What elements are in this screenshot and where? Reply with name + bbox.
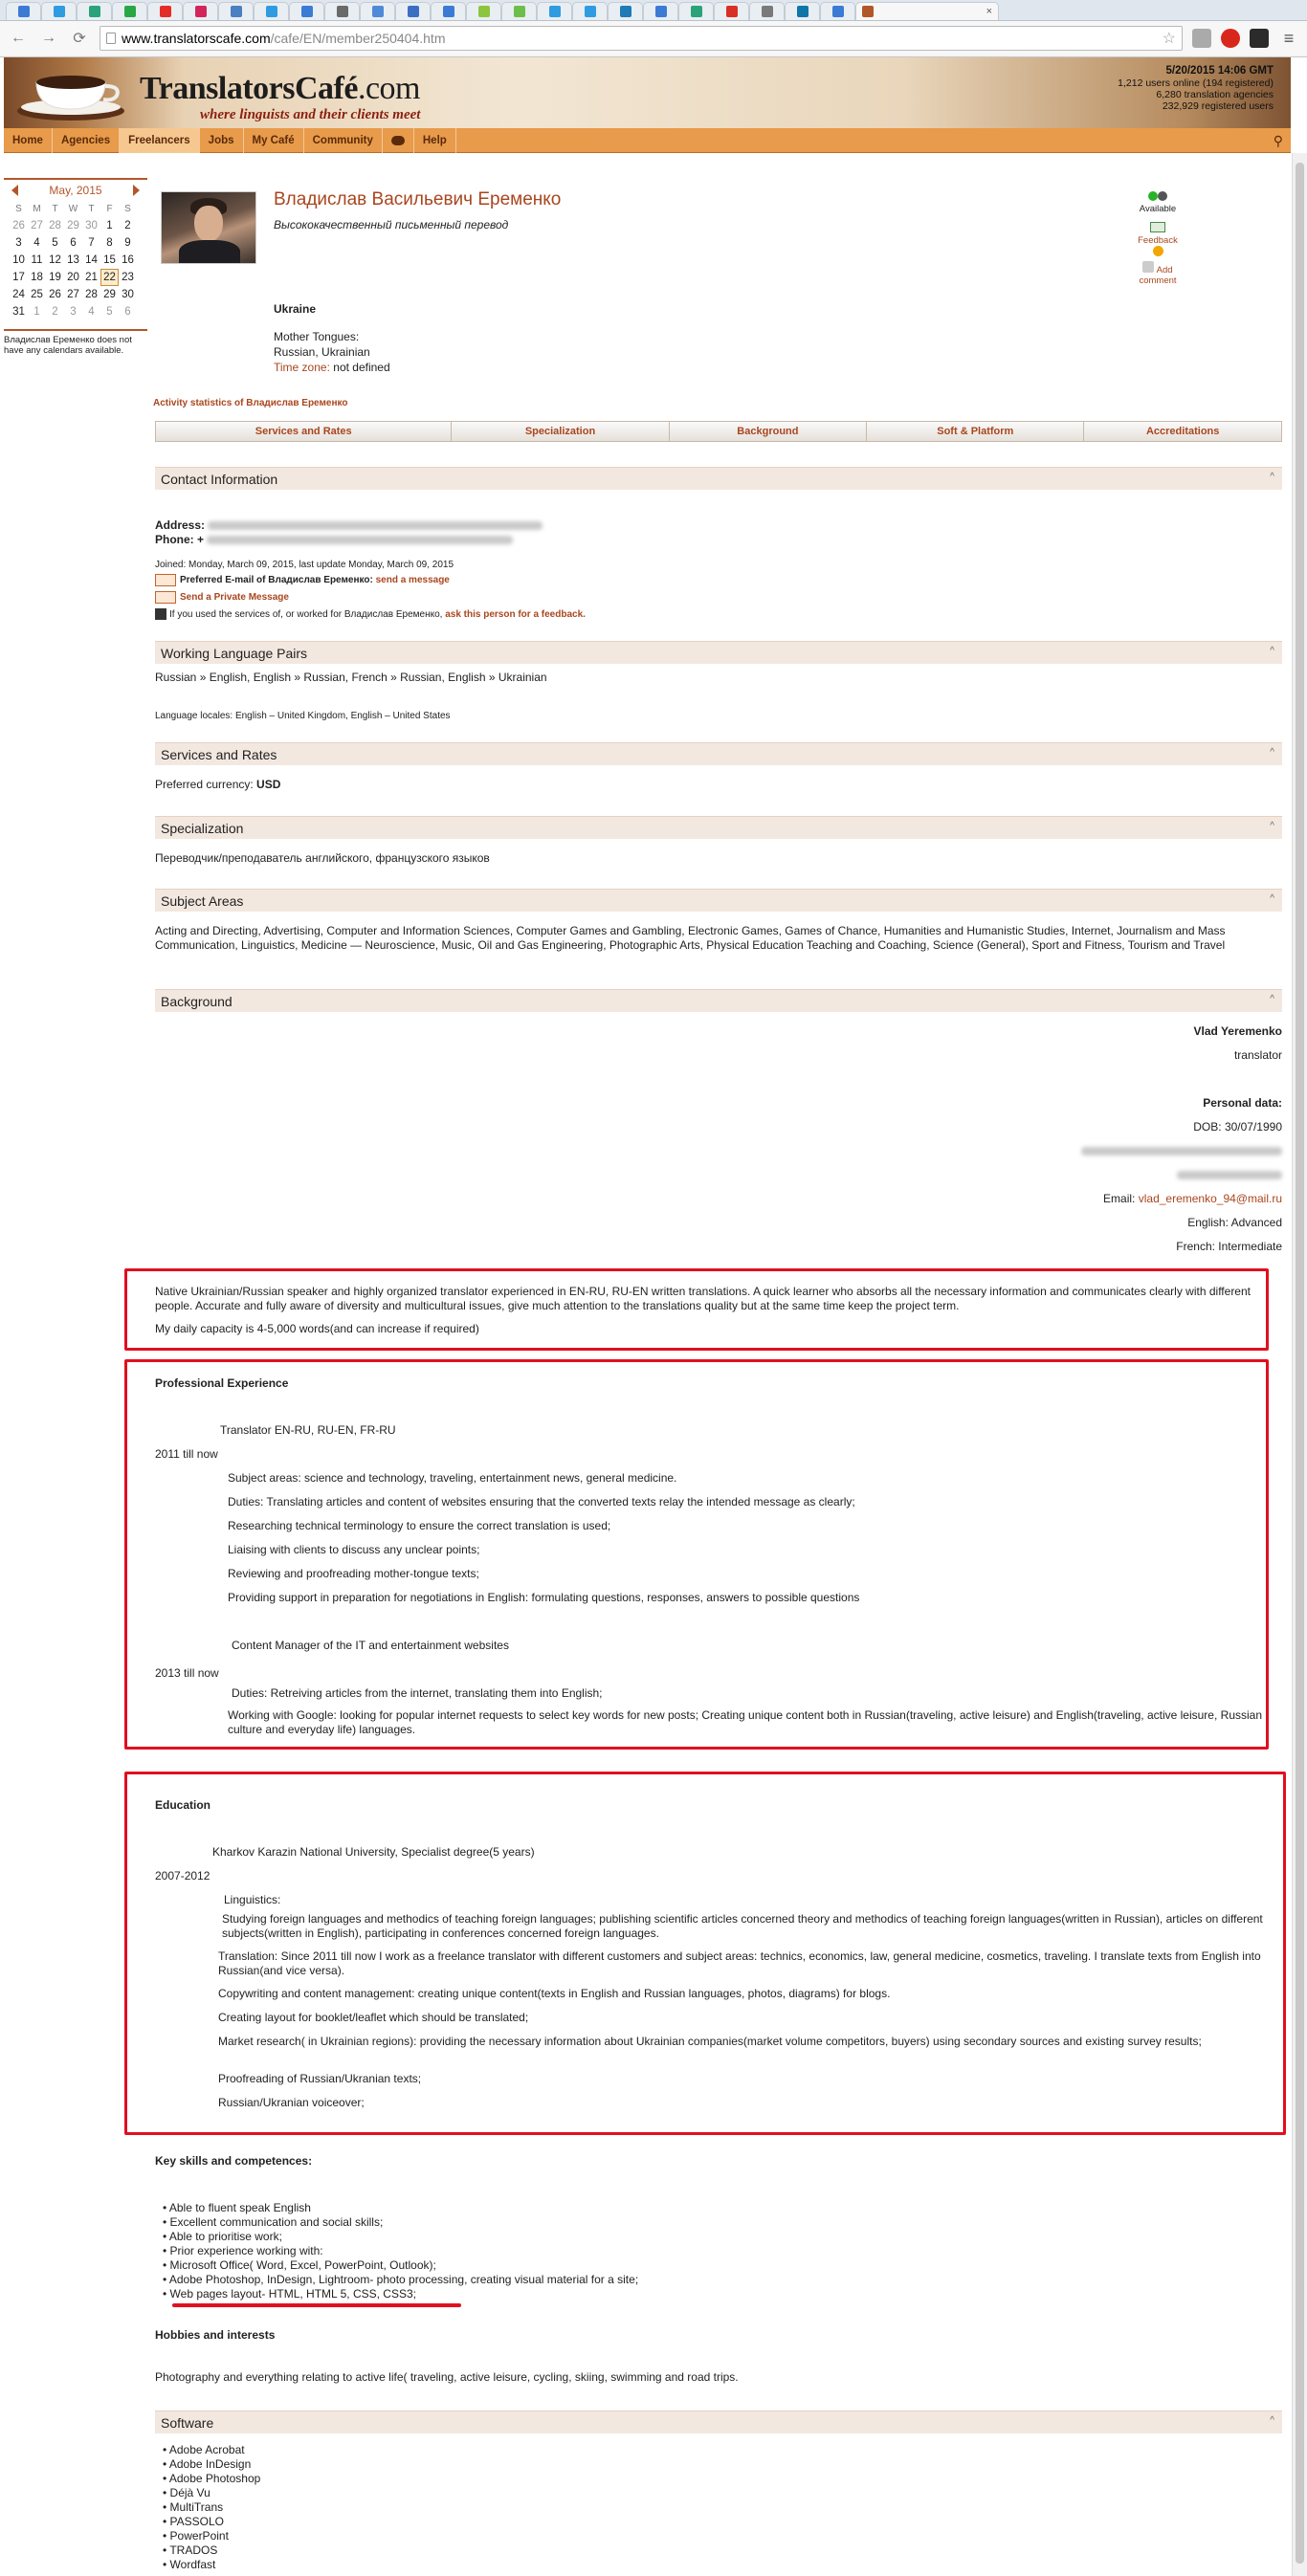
background-name: Vlad Yeremenko bbox=[1193, 1024, 1282, 1038]
profile-photo bbox=[161, 191, 256, 264]
section-title: Working Language Pairs bbox=[161, 645, 308, 661]
background-personal bbox=[1072, 1020, 1282, 1259]
software-item: • TRADOS bbox=[174, 2543, 260, 2558]
page-icon bbox=[106, 33, 116, 44]
search-icon[interactable]: ⚲ bbox=[1273, 133, 1283, 148]
job1-duty: Subject areas: science and technology, traveling, entertainment news, general medicine. bbox=[228, 1471, 677, 1485]
job1-period: 2011 till now bbox=[155, 1447, 218, 1461]
email-link[interactable]: vlad_eremenko_94@mail.ru bbox=[1138, 1192, 1282, 1205]
site-favicon-icon bbox=[514, 6, 525, 17]
calendar-day[interactable]: 23 bbox=[122, 272, 134, 283]
calendar-day[interactable]: 26 bbox=[49, 289, 61, 300]
calendar-day[interactable]: 5 bbox=[52, 237, 58, 249]
private-message-row bbox=[155, 590, 289, 605]
sidebar bbox=[4, 178, 147, 356]
url-path: /cafe/EN/member250404.htm bbox=[270, 31, 446, 46]
tab-services-and-rates[interactable]: Services and Rates bbox=[156, 422, 452, 441]
calendar-day[interactable]: 28 bbox=[49, 220, 61, 231]
education-item: Russian/Ukranian voiceover; bbox=[218, 2096, 365, 2109]
calendar-day[interactable]: 28 bbox=[85, 289, 98, 300]
site-favicon-icon bbox=[726, 6, 738, 17]
nav-jobs[interactable]: Jobs bbox=[200, 128, 244, 153]
site-favicon-icon bbox=[762, 6, 773, 17]
weekday-label: S bbox=[15, 203, 22, 214]
background-role: translator bbox=[1233, 1048, 1282, 1062]
tongues-value: Russian, Ukrainian bbox=[274, 345, 370, 359]
stats-agencies: 6,280 translation agencies bbox=[1156, 89, 1274, 100]
hobbies-text: Photography and everything relating to active life( traveling, active leisure, cycling, skiing, swimming and road trips. bbox=[155, 2370, 739, 2384]
browser-tab[interactable] bbox=[6, 2, 41, 21]
calendar-day[interactable]: 3 bbox=[15, 237, 22, 249]
job1-duty: Duties: Translating articles and content of websites ensuring that the converted texts relay the intended message as clearly; bbox=[228, 1495, 855, 1508]
browser-menu-icon[interactable]: ≡ bbox=[1283, 28, 1295, 48]
collapse-icon[interactable]: ^ bbox=[1270, 821, 1274, 831]
section-title: Background bbox=[161, 993, 233, 1009]
availability-label: Available bbox=[1139, 204, 1177, 214]
job2-title: Content Manager of the IT and entertainment websites bbox=[232, 1639, 509, 1652]
feedback-icon[interactable] bbox=[1150, 222, 1165, 232]
preferred-email-row bbox=[155, 573, 450, 587]
browser-tab[interactable] bbox=[431, 2, 466, 21]
calendar-header bbox=[4, 184, 147, 197]
browser-tab[interactable] bbox=[112, 2, 147, 21]
ask-feedback-link[interactable]: ask this person for a feedback. bbox=[445, 609, 586, 620]
skills-title: Key skills and competences: bbox=[155, 2154, 313, 2168]
address-blurred-row bbox=[1072, 1139, 1282, 1163]
nav-community[interactable]: Community bbox=[304, 128, 383, 153]
calendar-day[interactable]: 6 bbox=[70, 237, 77, 249]
calendar-day[interactable]: 31 bbox=[12, 306, 25, 318]
address-label: Address: bbox=[155, 518, 206, 532]
daily-capacity: My daily capacity is 4-5,000 words(and can increase if required) bbox=[155, 1322, 479, 1335]
calendar-day[interactable]: 9 bbox=[124, 237, 131, 249]
extension-badge-icon[interactable] bbox=[1250, 29, 1269, 48]
weekday-label: W bbox=[68, 203, 78, 214]
calendar-day[interactable]: 11 bbox=[31, 254, 43, 266]
feedback-request-row bbox=[155, 607, 586, 622]
site-favicon-icon bbox=[89, 6, 100, 17]
education-period: 2007-2012 bbox=[155, 1869, 210, 1882]
timezone-value: not defined bbox=[333, 361, 390, 374]
tab-soft-platform[interactable]: Soft & Platform bbox=[867, 422, 1084, 441]
language-pairs-list: Russian » English, English » Russian, French » Russian, English » Ukrainian bbox=[155, 671, 547, 684]
feedback-request-text: If you used the services of, or worked for Владислав Еременко, bbox=[169, 609, 443, 620]
software-item: • Adobe Acrobat bbox=[174, 2443, 260, 2457]
phone-blurred bbox=[207, 536, 513, 544]
site-favicon-icon bbox=[195, 6, 207, 17]
site-favicon-icon bbox=[862, 6, 874, 17]
collapse-icon[interactable]: ^ bbox=[1270, 2415, 1274, 2426]
education-item: Proofreading of Russian/Ukranian texts; bbox=[218, 2072, 422, 2085]
calendar-day[interactable]: 24 bbox=[12, 289, 25, 300]
english-level: English: Advanced bbox=[1187, 1216, 1282, 1229]
site-favicon-icon bbox=[301, 6, 313, 17]
back-button[interactable]: ← bbox=[11, 30, 26, 46]
skill-item: • Microsoft Office( Word, Excel, PowerPoint, Outlook); bbox=[174, 2258, 638, 2273]
bookmark-star-icon[interactable]: ☆ bbox=[1162, 31, 1176, 47]
browser-tab[interactable] bbox=[41, 2, 77, 21]
stats-registered: 232,929 registered users bbox=[1162, 100, 1274, 112]
forward-button[interactable]: → bbox=[41, 30, 56, 46]
timezone-label: Time zone: bbox=[274, 361, 330, 374]
phone-blurred-row bbox=[1072, 1163, 1282, 1187]
address-row bbox=[155, 518, 543, 533]
software-item: • Adobe InDesign bbox=[174, 2457, 260, 2472]
preferred-currency-row bbox=[155, 778, 280, 792]
phone-prefix: + bbox=[197, 533, 205, 546]
education-item: Copywriting and content management: creating unique content(texts in English and Russian languages, photos, diagrams) for blogs. bbox=[218, 1987, 891, 2000]
activity-statistics-link[interactable]: Activity statistics of Владислав Еременко bbox=[153, 398, 348, 408]
phone-blurred bbox=[1177, 1171, 1282, 1179]
calendar-note: Владислав Еременко does not have any calendars available. bbox=[4, 329, 147, 356]
calendar-day[interactable]: 2 bbox=[124, 220, 131, 231]
profile-name: Владислав Васильевич Еременко bbox=[274, 189, 562, 209]
section-title: Contact Information bbox=[161, 471, 278, 487]
browser-tab[interactable] bbox=[643, 2, 678, 21]
calendar-day[interactable]: 18 bbox=[31, 272, 43, 283]
software-list bbox=[168, 2443, 261, 2572]
feedback-link[interactable]: Feedback bbox=[1138, 235, 1178, 246]
calendar-month: May, 2015 bbox=[49, 184, 102, 197]
skill-item: • Able to fluent speak English bbox=[174, 2201, 638, 2215]
site-favicon-icon bbox=[408, 6, 419, 17]
envelope-icon bbox=[155, 591, 176, 604]
currency-value: USD bbox=[256, 778, 281, 791]
section-title: Specialization bbox=[161, 820, 244, 836]
browser-tab[interactable] bbox=[466, 2, 501, 21]
preferred-email-label: Preferred E-mail of Владислав Еременко: bbox=[180, 575, 373, 585]
section-services-header[interactable] bbox=[155, 742, 1282, 765]
subject-areas-text: Acting and Directing, Advertising, Computer and Information Sciences, Computer Games and Gambling, Electronic Games, Games of Chance, Humanities and Humanistic Studies, Internet, Journalism and Mass Communication, Linguistics, Medicine — Neuroscience, Music, Oil and Gas Engineering, Photographic Arts, Physical Education Teaching and Coaching, Science (General), Sport and Fitness, Tourism and Travel bbox=[155, 924, 1226, 952]
software-item: • Adobe Photoshop bbox=[174, 2472, 260, 2486]
section-contact-header[interactable] bbox=[155, 467, 1282, 490]
job1-title: Translator EN-RU, RU-EN, FR-RU bbox=[220, 1423, 396, 1437]
education-item: Translation: Since 2011 till now I work as a freelance translator with different customers and subject areas: technics, economics, law, general medicine, cosmetics, traveling. I translate texts from English into Russian(and vice versa). bbox=[218, 1949, 1261, 1977]
skills-list bbox=[168, 2201, 639, 2301]
section-background-header[interactable] bbox=[155, 989, 1282, 1012]
calendar-day[interactable]: 21 bbox=[85, 272, 98, 283]
tab-specialization[interactable]: Specialization bbox=[452, 422, 669, 441]
browser-tab[interactable] bbox=[537, 2, 572, 21]
skill-item: • Adobe Photoshop, InDesign, Lightroom- photo processing, creating visual material for a site; bbox=[174, 2273, 638, 2287]
currency-label: Preferred currency: bbox=[155, 778, 254, 791]
specialization-text: Переводчик/преподаватель английского, французского языков bbox=[155, 851, 490, 865]
site-favicon-icon bbox=[620, 6, 631, 17]
site-favicon-icon bbox=[337, 6, 348, 17]
calendar-day[interactable]: 13 bbox=[67, 254, 79, 266]
close-tab-icon[interactable]: × bbox=[986, 6, 992, 17]
site-favicon-icon bbox=[655, 6, 667, 17]
site-favicon-icon bbox=[266, 6, 277, 17]
address-blurred bbox=[208, 521, 543, 530]
weekday-label: T bbox=[52, 203, 58, 214]
calendar-day[interactable]: 4 bbox=[88, 306, 95, 318]
weekday-label: S bbox=[124, 203, 131, 214]
nav-freelancers[interactable]: Freelancers bbox=[120, 128, 200, 153]
available-status-icon bbox=[1148, 191, 1158, 201]
coffee-cup-logo-icon bbox=[13, 65, 128, 122]
site-logo[interactable] bbox=[140, 71, 420, 107]
skill-item: • Web pages layout- HTML, HTML 5, CSS, CSS3; bbox=[174, 2287, 638, 2301]
dob: DOB: 30/07/1990 bbox=[1193, 1120, 1282, 1134]
browser-tab[interactable] bbox=[785, 2, 820, 21]
site-favicon-icon bbox=[372, 6, 384, 17]
calendar-day[interactable]: 15 bbox=[103, 254, 116, 266]
site-favicon-icon bbox=[54, 6, 65, 17]
browser-tab[interactable] bbox=[714, 2, 749, 21]
collapse-icon[interactable]: ^ bbox=[1270, 646, 1274, 656]
calendar-day[interactable]: 26 bbox=[12, 220, 25, 231]
calendar-day[interactable]: 30 bbox=[122, 289, 134, 300]
offline-status-icon bbox=[1158, 191, 1167, 201]
site-favicon-icon bbox=[231, 6, 242, 17]
browser-tab[interactable] bbox=[289, 2, 324, 21]
joined-info: Joined: Monday, March 09, 2015, last update Monday, March 09, 2015 bbox=[155, 560, 454, 570]
collapse-icon[interactable]: ^ bbox=[1270, 893, 1274, 904]
calendar-day[interactable]: 5 bbox=[106, 306, 113, 318]
section-language-pairs-header[interactable] bbox=[155, 641, 1282, 664]
section-specialization-header[interactable] bbox=[155, 816, 1282, 839]
skill-item: • Able to prioritise work; bbox=[174, 2230, 638, 2244]
url-host: www.translatorscafe.com bbox=[122, 31, 271, 46]
browser-chrome bbox=[0, 0, 1307, 57]
software-item: • PowerPoint bbox=[174, 2529, 260, 2543]
browser-tab[interactable] bbox=[572, 2, 608, 21]
linguistics-label: Linguistics: bbox=[224, 1893, 281, 1906]
phone-row bbox=[155, 533, 513, 547]
weekday-label: T bbox=[88, 203, 95, 214]
calendar-day[interactable]: 7 bbox=[88, 237, 95, 249]
browser-tab[interactable] bbox=[218, 2, 254, 21]
private-message-link[interactable]: Send a Private Message bbox=[180, 592, 289, 603]
language-locales: Language locales: English – United Kingdom, English – United States bbox=[155, 711, 451, 721]
weekday-label: F bbox=[106, 203, 113, 214]
nav-agencies[interactable]: Agencies bbox=[53, 128, 120, 153]
collapse-icon[interactable]: ^ bbox=[1270, 994, 1274, 1004]
stats-datetime: 5/20/2015 14:06 GMT bbox=[1165, 65, 1274, 77]
calendar-day[interactable]: 30 bbox=[85, 220, 98, 231]
scrollbar-thumb[interactable] bbox=[1296, 163, 1304, 2564]
site-favicon-icon bbox=[160, 6, 171, 17]
person-icon bbox=[155, 608, 166, 620]
calendar-day[interactable]: 16 bbox=[122, 254, 134, 266]
section-software-header[interactable] bbox=[155, 2411, 1282, 2433]
nav-help[interactable]: Help bbox=[414, 128, 456, 153]
job1-duty: Researching technical terminology to ensure the correct translation is used; bbox=[228, 1519, 611, 1532]
calendar-day[interactable]: 14 bbox=[85, 254, 98, 266]
calendar-day[interactable]: 1 bbox=[106, 220, 113, 231]
calendar-day[interactable]: 4 bbox=[33, 237, 40, 249]
logo-main-text: TranslatorsCafé bbox=[140, 71, 358, 106]
scrollbar-track[interactable] bbox=[1292, 153, 1307, 2576]
skill-underline-highlight bbox=[172, 2303, 461, 2307]
opera-extension-icon[interactable] bbox=[1221, 29, 1240, 48]
site-favicon-icon bbox=[832, 6, 844, 17]
section-title: Software bbox=[161, 2414, 214, 2431]
job2-duty: Duties: Retreiving articles from the internet, translating them into English; bbox=[232, 1686, 603, 1700]
browser-tab[interactable] bbox=[820, 2, 855, 21]
calendar-widget bbox=[4, 178, 147, 356]
education-school: Kharkov Karazin National University, Specialist degree(5 years) bbox=[212, 1845, 535, 1859]
browser-tab[interactable] bbox=[147, 2, 183, 21]
help-icon[interactable] bbox=[1153, 246, 1163, 256]
address-bar[interactable] bbox=[100, 26, 1183, 51]
calendar-day[interactable]: 8 bbox=[106, 237, 113, 249]
tongues-label: Mother Tongues: bbox=[274, 330, 360, 343]
software-item: • Déjà Vu bbox=[174, 2486, 260, 2500]
browser-tab[interactable] bbox=[678, 2, 714, 21]
site-favicon-icon bbox=[585, 6, 596, 17]
education-item: Studying foreign languages and methodics of teaching foreign languages; publishing scientific articles concerned theory and methodics of teaching foreign languages(written in Russian), articles on different subjects(written in English), participating in conferences concerned foreign languages. bbox=[222, 1912, 1263, 1940]
profile-tabs bbox=[155, 421, 1282, 442]
calendar-day[interactable]: 1 bbox=[33, 306, 40, 318]
logo-tld-text: .com bbox=[357, 71, 420, 106]
browser-tab-active[interactable] bbox=[855, 2, 999, 21]
skill-item: • Excellent communication and social skills; bbox=[174, 2215, 638, 2230]
site-tagline: where linguists and their clients meet bbox=[200, 107, 421, 122]
job1-duty: Providing support in preparation for negotiations in English: formulating questions, responses, answers to possible questions bbox=[228, 1591, 860, 1604]
software-item: • MultiTrans bbox=[174, 2500, 260, 2515]
site-header bbox=[4, 57, 1291, 128]
browser-tab[interactable] bbox=[77, 2, 112, 21]
software-item: • Wordfast bbox=[174, 2558, 260, 2572]
hobbies-title: Hobbies and interests bbox=[155, 2328, 276, 2342]
calendar-grid bbox=[4, 197, 147, 323]
experience-title: Professional Experience bbox=[155, 1376, 289, 1390]
calendar-day[interactable]: 19 bbox=[49, 272, 61, 283]
browser-tab[interactable] bbox=[183, 2, 218, 21]
site-nav bbox=[4, 128, 1291, 153]
add-comment-link[interactable]: Add comment bbox=[1139, 265, 1177, 286]
site-stats bbox=[1118, 65, 1274, 112]
site-favicon-icon bbox=[478, 6, 490, 17]
browser-tab[interactable] bbox=[501, 2, 537, 21]
personal-data-label: Personal data: bbox=[1203, 1096, 1282, 1110]
french-level: French: Intermediate bbox=[1176, 1240, 1282, 1253]
calendar-day[interactable]: 3 bbox=[70, 306, 77, 318]
calendar-day[interactable]: 27 bbox=[67, 289, 79, 300]
site-favicon-icon bbox=[443, 6, 454, 17]
email-label: Email: bbox=[1103, 1192, 1136, 1205]
job2-duty: Working with Google: looking for popular internet requests to select key words for new posts; Creating unique content both in Russian(traveling, active leisure) and English(traveling, active leisure, Russian culture and everyday life) languages. bbox=[228, 1708, 1263, 1736]
calendar-day[interactable]: 25 bbox=[31, 289, 43, 300]
tab-strip bbox=[0, 0, 1307, 21]
nav-game-icon[interactable] bbox=[383, 128, 414, 153]
status-column bbox=[1124, 191, 1191, 286]
nav-home[interactable]: Home bbox=[4, 128, 53, 153]
site-favicon-icon bbox=[18, 6, 30, 17]
collapse-icon[interactable]: ^ bbox=[1270, 472, 1274, 482]
navigation-bar bbox=[0, 21, 1307, 55]
browser-tab[interactable] bbox=[608, 2, 643, 21]
section-title: Subject Areas bbox=[161, 892, 244, 909]
profile-country: Ukraine bbox=[274, 302, 317, 316]
software-item: • PASSOLO bbox=[174, 2515, 260, 2529]
extension-icon[interactable] bbox=[1192, 29, 1211, 48]
calendar-day[interactable]: 17 bbox=[12, 272, 25, 283]
job1-duty: Liaising with clients to discuss any unclear points; bbox=[228, 1543, 480, 1556]
calendar-day[interactable]: 20 bbox=[67, 272, 79, 283]
send-message-link[interactable]: send a message bbox=[375, 575, 450, 585]
envelope-icon bbox=[155, 574, 176, 586]
skill-item: • Prior experience working with: bbox=[174, 2244, 638, 2258]
calendar-next-icon[interactable] bbox=[133, 185, 140, 196]
job2-period: 2013 till now bbox=[155, 1666, 219, 1680]
reload-button[interactable]: ⟳ bbox=[73, 31, 86, 47]
site-favicon-icon bbox=[549, 6, 561, 17]
profile-tagline: Высококачественный письменный перевод bbox=[274, 218, 509, 231]
calendar-day-today[interactable]: 22 bbox=[100, 269, 119, 286]
education-item: Creating layout for booklet/leaflet which should be translated; bbox=[218, 2011, 529, 2024]
email-row bbox=[1072, 1187, 1282, 1211]
education-title: Education bbox=[155, 1798, 211, 1812]
calendar-day[interactable]: 29 bbox=[67, 220, 79, 231]
nav-my-cafe[interactable]: My Café bbox=[244, 128, 304, 153]
site-favicon-icon bbox=[691, 6, 702, 17]
job1-duty: Reviewing and proofreading mother-tongue texts; bbox=[228, 1567, 479, 1580]
section-subjects-header[interactable] bbox=[155, 889, 1282, 912]
browser-tab[interactable] bbox=[360, 2, 395, 21]
calendar-day[interactable]: 29 bbox=[103, 289, 116, 300]
address-blurred bbox=[1081, 1147, 1282, 1156]
browser-tab[interactable] bbox=[749, 2, 785, 21]
site-favicon-icon bbox=[124, 6, 136, 17]
section-title: Services and Rates bbox=[161, 746, 277, 762]
stats-users-online: 1,212 users online (194 registered) bbox=[1118, 77, 1274, 89]
tab-accreditations[interactable]: Accreditations bbox=[1145, 426, 1220, 437]
site-favicon-icon bbox=[797, 6, 809, 17]
calendar-day[interactable]: 27 bbox=[31, 220, 43, 231]
weekday-label: M bbox=[33, 203, 41, 214]
collapse-icon[interactable]: ^ bbox=[1270, 747, 1274, 758]
phone-label: Phone: bbox=[155, 533, 194, 546]
browser-tab[interactable] bbox=[254, 2, 289, 21]
calendar-day[interactable]: 2 bbox=[52, 306, 58, 318]
education-item: Market research( in Ukrainian regions): providing the necessary information about Ukrainian companies(market volume competitors, buyers) using secondary sources and existing survey results; bbox=[218, 2035, 1202, 2048]
calendar-day[interactable]: 12 bbox=[49, 254, 61, 266]
calendar-day[interactable]: 10 bbox=[12, 254, 25, 266]
profile-tongues bbox=[274, 329, 390, 375]
browser-tab[interactable] bbox=[395, 2, 431, 21]
comment-icon[interactable] bbox=[1142, 261, 1154, 273]
browser-tab[interactable] bbox=[324, 2, 360, 21]
tab-background[interactable]: Background bbox=[670, 422, 868, 441]
summary-text: Native Ukrainian/Russian speaker and highly organized translator experienced in EN-RU, RU-EN written translations. A quick learner who absorbs all the necessary information and communicates clearly with different people. Accurate and fully aware of diversity and multicultural issues, give much attention to the translations quality but at the same time keep the project term. bbox=[155, 1285, 1251, 1312]
calendar-day[interactable]: 6 bbox=[124, 306, 131, 318]
calendar-prev-icon[interactable] bbox=[11, 185, 18, 196]
